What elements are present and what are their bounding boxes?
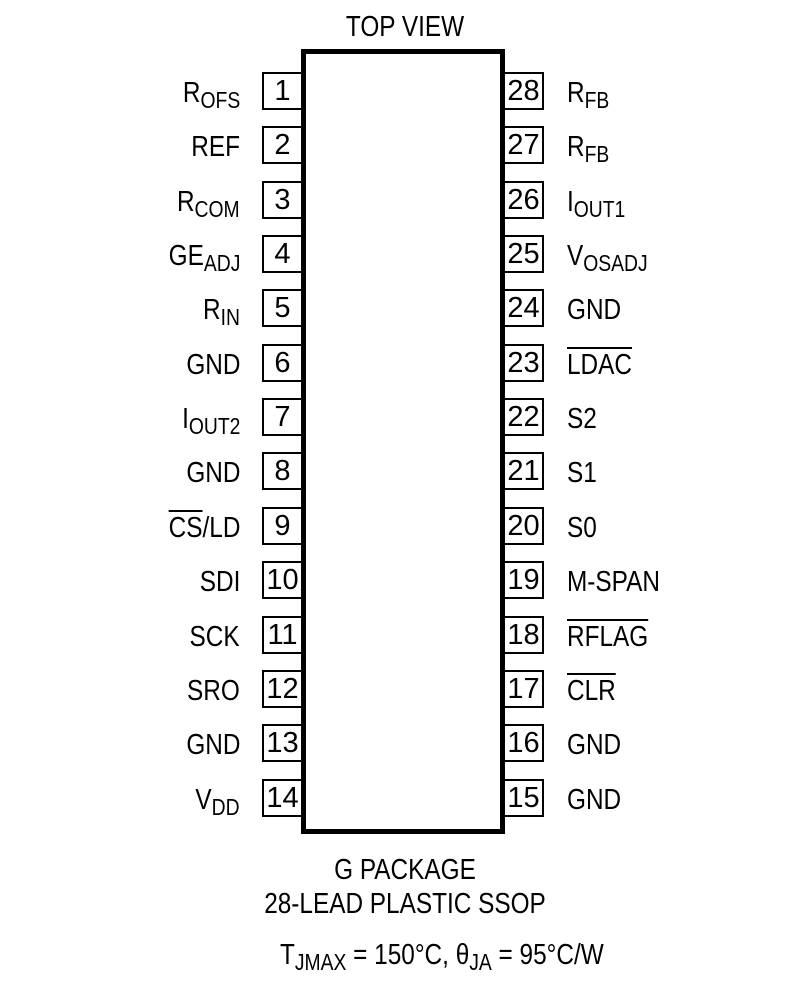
- pin-17-label-overbar-text: $\overline{CLR}$: [567, 674, 616, 707]
- pin-21-label: [567, 455, 597, 491]
- pin-2-label-text: REF: [191, 131, 240, 164]
- pin-26-number: 26: [507, 183, 540, 216]
- pin-21-box: [503, 452, 544, 490]
- pin-18-number: 18: [507, 618, 540, 651]
- thermal-text: = 150°C, θ: [346, 939, 470, 971]
- pin-22-box: [503, 398, 544, 436]
- package-name: G PACKAGE: [334, 854, 476, 886]
- pin-24-number: 24: [507, 292, 540, 325]
- pin-3-label-text: R: [177, 185, 195, 218]
- pin-23-label-overbar-text: LDAC: [567, 348, 632, 381]
- pin-10-label-text: SDI: [199, 566, 240, 599]
- pin-27-label-text: R: [567, 131, 585, 164]
- pin-14-label-subscript: DD: [212, 793, 240, 820]
- pin-4-label-text: GE: [168, 240, 204, 273]
- pin-19-number: 19: [507, 564, 540, 597]
- pin-24-label-text: GND: [567, 294, 622, 327]
- pin-14-label-text: V: [195, 783, 213, 816]
- pin-5-number: 5: [274, 292, 291, 325]
- pin-22-label-text: S2: [567, 403, 597, 436]
- pin-23-box: [503, 344, 544, 382]
- pin-12-label-text: SRO: [187, 674, 240, 707]
- pin-7-number: 7: [274, 401, 291, 434]
- pin-7-label-subscript: OUT2: [188, 413, 240, 440]
- pin-11-number: 11: [267, 618, 298, 651]
- pin-21-label-text: S1: [567, 457, 597, 490]
- pin-23-number: 23: [507, 346, 540, 379]
- pin-25-box: [503, 235, 544, 273]
- pin-23-label: [567, 347, 632, 383]
- thermal-text: T: [280, 939, 295, 971]
- pin-25-label-subscript: OSADJ: [583, 250, 648, 277]
- thermal-specs: [280, 937, 604, 973]
- pin-18-label-overbar-text: RFLAG: [567, 620, 649, 653]
- pin-27-label-subscript: FB: [584, 141, 610, 168]
- pin-20-number: 20: [507, 509, 540, 542]
- pin-7-label-text: I: [181, 403, 189, 436]
- pin-5-label-text: R: [203, 294, 221, 327]
- pin-5-label-subscript: IN: [220, 304, 240, 331]
- pin-19-label: [567, 564, 660, 600]
- pin-24-box: [503, 289, 544, 327]
- pin-4-label-subscript: ADJ: [203, 250, 240, 277]
- pin-20-label: [567, 510, 597, 546]
- view-title: TOP VIEW: [345, 11, 465, 43]
- pin-13-label-text: GND: [185, 729, 240, 762]
- pin-16-label-text: GND: [567, 729, 622, 762]
- pin-25-label: [567, 238, 648, 277]
- pin-15-box: [503, 779, 544, 817]
- pin-22-label: [567, 401, 597, 437]
- pin-18-label: [567, 619, 648, 655]
- pin-15-label-text: GND: [567, 783, 622, 816]
- pin-27-box: [503, 126, 544, 164]
- pin-18-box: [503, 616, 544, 654]
- pin-19-box: [503, 561, 544, 599]
- pin-28-label-text: R: [567, 77, 585, 109]
- pin-1-label-subscript: OFS: [200, 87, 240, 113]
- pin-28-label: [567, 75, 609, 111]
- thermal-subscript: JMAX: [294, 949, 347, 975]
- pin-15-label: [567, 782, 621, 818]
- ic-package-body: [301, 49, 505, 834]
- pin-25-number: 25: [507, 238, 540, 271]
- pin-17-label: [567, 673, 616, 709]
- pin-25-label-text: V: [567, 240, 584, 273]
- pin-21-number: 21: [507, 455, 540, 488]
- pin-9-number: 9: [274, 509, 291, 542]
- pin-26-box: [503, 181, 544, 219]
- pin-2-number: 2: [274, 129, 291, 162]
- pin-26-label-subscript: OUT1: [573, 195, 626, 222]
- pin-28-number: 28: [507, 75, 540, 107]
- pin-22-number: 22: [507, 401, 540, 434]
- pin-20-label-text: S0: [567, 511, 597, 544]
- pin-17-number: 17: [507, 672, 540, 705]
- pin-6-number: 6: [274, 346, 291, 379]
- pin-4-number: 4: [274, 238, 291, 271]
- pin-28-box: [503, 72, 544, 110]
- pin-8-number: 8: [274, 455, 291, 488]
- pin-16-label: [567, 727, 621, 763]
- package-type: 28-LEAD PLASTIC SSOP: [264, 888, 546, 920]
- thermal-subscript: JA: [469, 949, 492, 975]
- pin-12-number: 12: [266, 672, 299, 705]
- pin-16-number: 16: [507, 727, 540, 760]
- pin-11-label-text: SCK: [189, 620, 240, 653]
- pin-20-box: [503, 507, 544, 545]
- pin-15-number: 15: [507, 781, 540, 814]
- pin-27-label: [567, 129, 610, 168]
- pin-26-label: [567, 184, 625, 220]
- thermal-text: = 95°C/W: [491, 939, 604, 971]
- pin-24-label: [567, 292, 621, 328]
- pin-10-number: 10: [266, 564, 299, 597]
- pin-9-label-overbar-text: $\overline{CS}$: [168, 511, 203, 544]
- pin-1-number: 1: [274, 75, 291, 107]
- pin-1-label-text: R: [182, 77, 201, 109]
- pin-3-number: 3: [274, 183, 291, 216]
- pin-26-label-text: I: [567, 185, 574, 218]
- pin-6-label-text: GND: [185, 348, 240, 381]
- pin-8-label-text: GND: [185, 457, 240, 490]
- pin-27-number: 27: [507, 129, 540, 162]
- pin-14-number: 14: [266, 781, 299, 814]
- pin-9-label-text: /LD: [202, 511, 240, 544]
- pin-3-label-subscript: COM: [194, 195, 240, 222]
- pin-28-label-subscript: FB: [584, 87, 610, 113]
- pin-17-box: [503, 670, 544, 708]
- pin-19-label-text: M-SPAN: [567, 566, 660, 599]
- pin-13-number: 13: [266, 727, 299, 760]
- pin-16-box: [503, 724, 544, 762]
